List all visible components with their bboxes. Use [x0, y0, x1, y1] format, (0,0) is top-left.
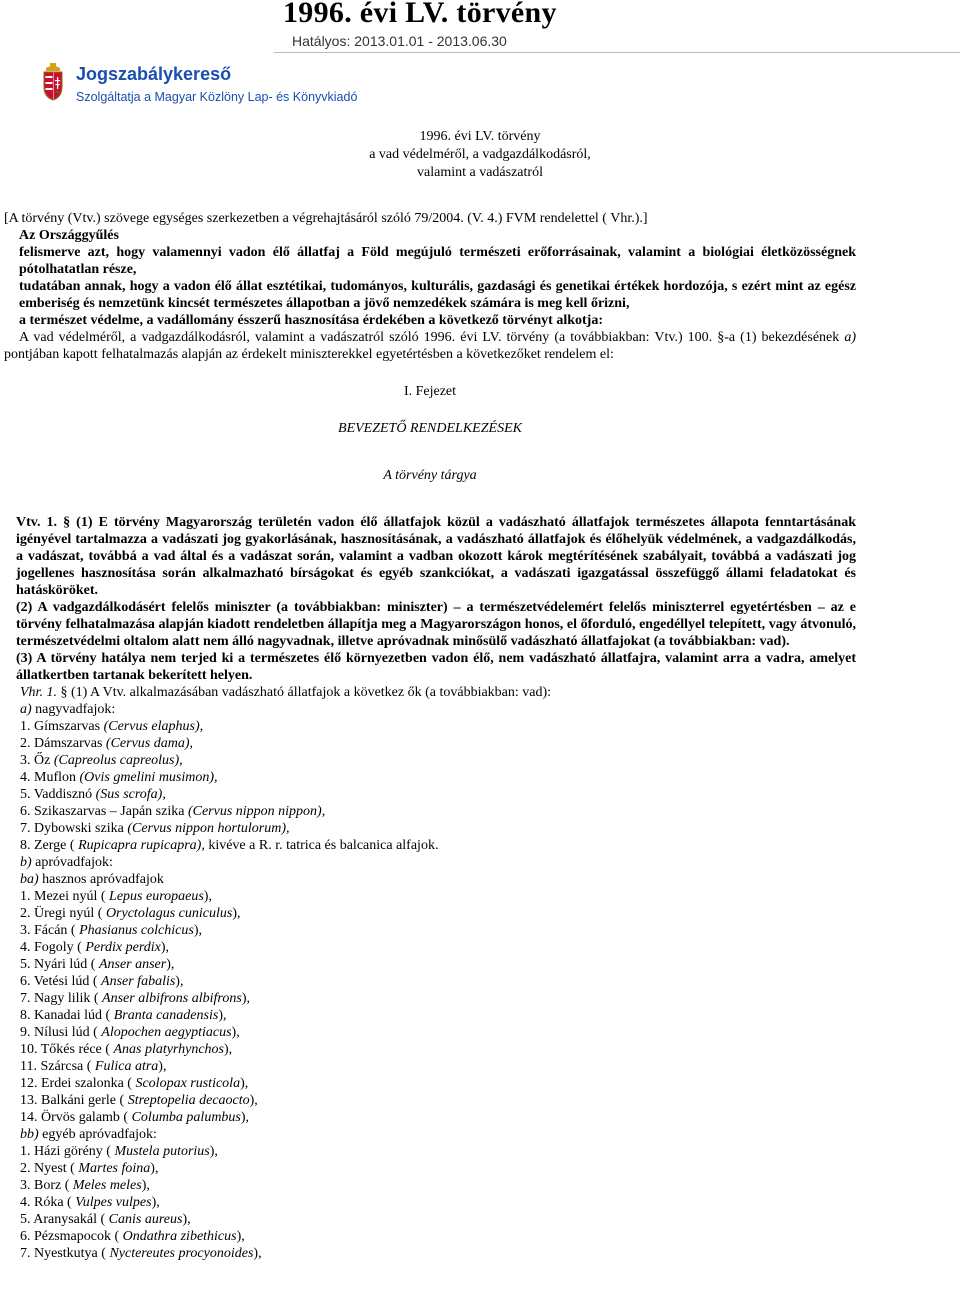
decree-intro: A vad védelméről, a vadgazdálkodásról, valamint a vadászatról szóló 1996. évi LV. törvény (a továbbiakban: Vtv.) 100. §-a (1) bekezdésének a) pontjában kapott felhatalmazás alapján az érdekelt miniszterekkel egyetértésben a következőket rendelem el:	[4, 330, 856, 362]
big-game-heading: a) nagyvadfajok:	[20, 702, 116, 717]
section-1-paragraph-1: Vtv. 1. § (1) E törvény Magyarország területén vadon élő állatfajok közül a vadászható állatfajok természetes állapota fenntartásának igényével tartalmazza a vadászati jog gyakorlásának, hasznosításának, a vadászható állatfajok és élőhelyük védelmének, a vadgazdálkodás, a vadászat, továbbá a vad által és a vadászat során, valamint a vadban okozott károk megtérítésének szabályait, továbbá a vadászati jog jogellenes hasznosítása során alkalmazható bírságokat és egyéb szankciókat, a vadászati igazgatással összefüggő állami feladatokat és hatásköröket.	[16, 515, 856, 598]
species-list-item: 12. Erdei szalonka ( Scolopax rusticola),	[20, 1076, 249, 1091]
species-list-item: 6. Szikaszarvas – Japán szika (Cervus nippon nippon),	[20, 804, 326, 819]
useful-small-game-list	[4, 888, 856, 1126]
hungarian-coat-of-arms-icon	[41, 63, 65, 101]
species-list-item: 4. Fogoly ( Perdix perdix),	[20, 940, 170, 955]
species-list-item: 10. Tőkés réce ( Anas platyrhynchos),	[20, 1042, 233, 1057]
species-list-item: 8. Kanadai lúd ( Branta canadensis),	[20, 1008, 227, 1023]
law-heading	[0, 128, 960, 182]
species-list-item: 7. Nagy lilik ( Anser albifrons albifrons),	[20, 991, 250, 1006]
other-small-game-heading: bb) egyéb apróvadfajok:	[20, 1127, 157, 1142]
species-list-item: 7. Dybowski szika (Cervus nippon hortulorum),	[20, 821, 290, 836]
big-game-list	[4, 718, 856, 854]
implementing-decree-section: Vhr. 1. § (1) A Vtv. alkalmazásában vadászható állatfajok a következ ők (a továbbiakban: vad):	[20, 685, 552, 700]
species-list-item: 5. Nyári lúd ( Anser anser),	[20, 957, 175, 972]
header-divider	[274, 52, 960, 53]
section-subtitle: A törvény tárgya	[383, 468, 477, 483]
section-1-paragraph-3: (3) A törvény hatálya nem terjed ki a természetes élő környezetben vadon élő, nem vadászható állatfajra, valamint arra a vadra, amelyet állatkertben tartanak bekerített helyen.	[16, 651, 856, 683]
preamble-paragraph: felismerve azt, hogy valamennyi vadon élő állatfaj a Föld megújuló természeti erőforrásainak, valamint a biológiai életközösségnek pótolhatatlan része,	[19, 245, 856, 277]
species-list-item: 3. Őz (Capreolus capreolus),	[20, 753, 183, 768]
species-list-item: 11. Szárcsa ( Fulica atra),	[20, 1059, 167, 1074]
preamble-paragraph: a természet védelme, a vadállomány ésszerű hasznosítása érdekében a következő törvényt alkotja:	[19, 313, 604, 328]
preamble-paragraph: tudatában annak, hogy a vadon élő állat esztétikai, tudományos, kulturális, gazdasági és genetikai értékek hordozója, s ezért mint az egész emberiség és nemzetünk kincsét természetes állapotban a jövő nemzedékek számára is meg kell őrizni,	[19, 279, 856, 311]
species-list-item: 2. Üregi nyúl ( Oryctolagus cuniculus),	[20, 906, 241, 921]
species-list-item: 1. Gímszarvas (Cervus elaphus),	[20, 719, 204, 734]
species-list-item: 5. Aranysakál ( Canis aureus),	[20, 1212, 191, 1227]
chapter-number: I. Fejezet	[403, 384, 457, 399]
useful-small-game-heading: ba) hasznos apróvadfajok	[20, 872, 164, 887]
species-list-item: 3. Fácán ( Phasianus colchicus),	[20, 923, 202, 938]
law-number: 1996. évi LV. törvény	[419, 129, 541, 144]
species-list-item: 6. Pézsmapocok ( Ondathra zibethicus),	[20, 1229, 245, 1244]
document-title: 1996. évi LV. törvény	[283, 0, 557, 29]
species-list-item: 6. Vetési lúd ( Anser fabalis),	[20, 974, 184, 989]
species-list-item: 4. Muflon (Ovis gmelini musimon),	[20, 770, 218, 785]
brand-tagline: Szolgáltatja a Magyar Közlöny Lap- és Könyvkiadó	[76, 90, 358, 104]
chapter-title: BEVEZETŐ RENDELKEZÉSEK	[338, 421, 522, 436]
species-list-item: 7. Nyestkutya ( Nyctereutes procyonoides),	[20, 1246, 262, 1261]
law-subject-line-1: a vad védelméről, a vadgazdálkodásról,	[369, 147, 591, 162]
species-list-item: 14. Örvös galamb ( Columba palumbus),	[20, 1110, 250, 1125]
species-list-item: 8. Zerge ( Rupicapra rupicapra), kivéve a R. r. tatrica és balcanica alfajok.	[20, 838, 439, 853]
species-list-item: 1. Mezei nyúl ( Lepus europaeus),	[20, 889, 212, 904]
species-list-item: 2. Dámszarvas (Cervus dama),	[20, 736, 194, 751]
species-list-item: 4. Róka ( Vulpes vulpes),	[20, 1195, 160, 1210]
brand-name[interactable]: Jogszabálykereső	[76, 64, 232, 84]
other-small-game-list	[4, 1143, 856, 1262]
consolidation-note: [A törvény (Vtv.) szövege egységes szerkezetben a végrehajtásáról szóló 79/2004. (V. 4.) FVM rendelettel ( Vhr.).]	[4, 211, 648, 226]
species-list-item: 9. Nílusi lúd ( Alopochen aegyptiacus),	[20, 1025, 240, 1040]
species-list-item: 3. Borz ( Meles meles),	[20, 1178, 150, 1193]
species-list-item: 5. Vaddisznó (Sus scrofa),	[20, 787, 166, 802]
section-1-paragraph-2: (2) A vadgazdálkodásért felelős miniszter (a továbbiakban: miniszter) – a természetvédelemért felelős miniszterrel egyetértésben – az e törvény felhatalmazása alapján kiadott rendeletben állapítja meg a Magyarországon honos, el őforduló, engedéllyel telepített, vagy átvonuló, természetvédelmi oltalom alatt nem álló nagyvadnak, illetve apróvadnak minősülő vadászható állatfajokat (a továbbiakban: vad).	[16, 600, 856, 649]
species-list-item: 1. Házi görény ( Mustela putorius),	[20, 1144, 218, 1159]
small-game-heading: b) apróvadfajok:	[20, 855, 113, 870]
preamble-intro: Az Országgyűlés	[19, 228, 119, 243]
species-list-item: 13. Balkáni gerle ( Streptopelia decaocto),	[20, 1093, 258, 1108]
law-subject-line-2: valamint a vadászatról	[417, 165, 543, 180]
validity-period: Hatályos: 2013.01.01 - 2013.06.30	[292, 33, 507, 49]
document-body	[4, 210, 856, 1262]
species-list-item: 2. Nyest ( Martes foina),	[20, 1161, 159, 1176]
